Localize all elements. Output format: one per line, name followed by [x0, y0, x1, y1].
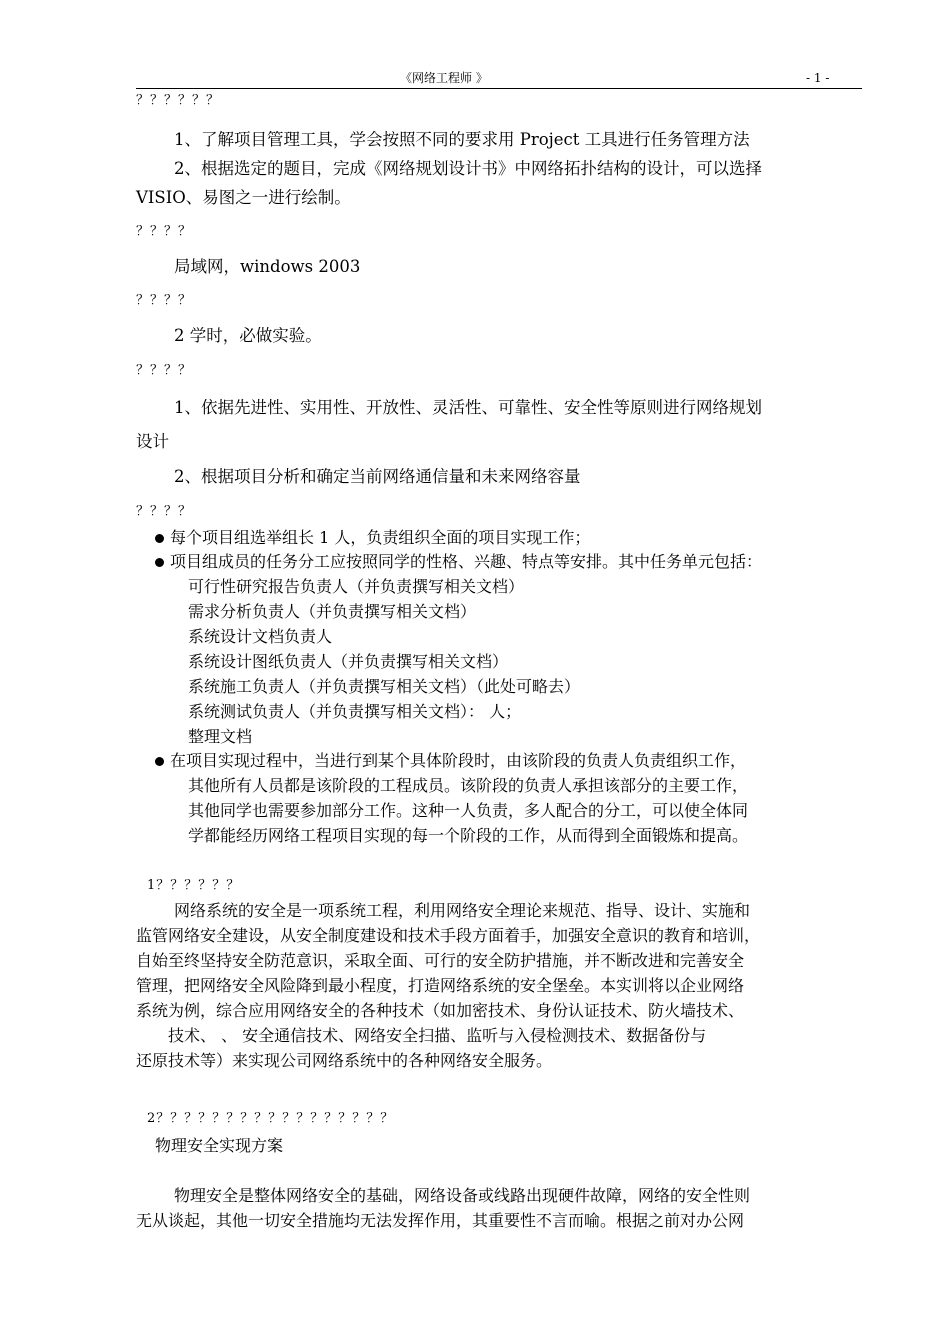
organization-heading: ？？？？: [136, 504, 193, 519]
principles-line-3: 2、根据项目分析和确定当前网络通信量和未来网络容量: [174, 467, 581, 486]
header-rule: [136, 88, 862, 89]
bullet-dot-3: [155, 757, 164, 766]
principles-line-1: 1、依据先进性、实用性、开放性、灵活性、可靠性、安全性等原则进行网络规划: [174, 398, 762, 417]
part1-line: 技术、 、 安全通信技术、网络安全扫描、监听与入侵检测技术、数据备份与: [168, 1026, 707, 1045]
environment-heading: ？？？？: [136, 224, 193, 239]
role-item: 系统设计图纸负责人（并负责撰写相关文档）: [188, 652, 509, 671]
environment-text: 局域网，windows 2003: [174, 257, 361, 276]
hours-text: 2 学时，必做实验。: [174, 326, 322, 345]
objective-line-1: 1、了解项目管理工具，学会按照不同的要求用 Project 工具进行任务管理方法: [174, 130, 750, 149]
part1-line: 自始至终坚持安全防范意识，采取全面、可行的安全防护措施，并不断改进和完善安全: [136, 951, 745, 970]
role-item: 系统设计文档负责人: [188, 627, 333, 646]
role-item: 需求分析负责人（并负责撰写相关文档）: [188, 602, 477, 621]
part1-line: 监管网络安全建设，从安全制度建设和技术手段方面着手，加强安全意识的教育和培训，: [136, 926, 761, 945]
part1-line: 系统为例，综合应用网络安全的各种技术（如加密技术、身份认证技术、防火墙技术、: [136, 1001, 745, 1020]
bullet-dot-1: [155, 534, 164, 543]
role-item: 系统施工负责人（并负责撰写相关文档）（此处可略去）: [188, 677, 581, 696]
header-page-number: - 1 -: [806, 71, 830, 85]
part2-heading: 2？？？？？？？？？？？？？？？？？: [147, 1111, 395, 1126]
part2-line: 物理安全是整体网络安全的基础，网络设备或线路出现硬件故障，网络的安全性则: [174, 1186, 751, 1205]
principles-line-2: 设计: [136, 432, 169, 451]
organization-bullet-3-line-4: 学都能经历网络工程项目实现的每一个阶段的工作，从而得到全面锻炼和提高。: [188, 826, 749, 845]
organization-bullet-3-line-2: 其他所有人员都是该阶段的工程成员。该阶段的负责人承担该部分的主要工作，: [188, 776, 749, 795]
objective-line-3: VISIO、易图之一进行绘制。: [136, 188, 351, 207]
role-item: 可行性研究报告负责人（并负责撰写相关文档）: [188, 577, 525, 596]
objective-heading: ？？？？？？: [136, 93, 221, 108]
header-title: 《网络工程师 》: [400, 71, 488, 85]
organization-bullet-2: 项目组成员的任务分工应按照同学的性格、兴趣、特点等安排。其中任务单元包括：: [170, 552, 763, 571]
part1-line: 网络系统的安全是一项系统工程，利用网络安全理论来规范、指导、设计、实施和: [174, 901, 751, 920]
objective-line-2: 2、根据选定的题目，完成《网络规划设计书》中网络拓扑结构的设计，可以选择: [174, 159, 762, 178]
part1-line: 管理，把网络安全风险降到最小程度，打造网络系统的安全堡垒。本实训将以企业网络: [136, 976, 745, 995]
organization-bullet-3-line-1: 在项目实现过程中，当进行到某个具体阶段时，由该阶段的负责人负责组织工作，: [170, 751, 747, 770]
part1-heading: 1？？？？？？: [147, 878, 241, 893]
organization-bullet-3-line-3: 其他同学也需要参加部分工作。这种一人负责，多人配合的分工，可以使全体同: [188, 801, 749, 820]
bullet-dot-2: [155, 558, 164, 567]
role-item: 整理文档: [188, 727, 253, 746]
part1-line: 还原技术等）来实现公司网络系统中的各种网络安全服务。: [136, 1051, 553, 1070]
part2-subheading: 物理安全实现方案: [155, 1136, 284, 1155]
hours-heading: ？？？？: [136, 293, 193, 308]
organization-bullet-1: 每个项目组选举组长 1 人，负责组织全面的项目实现工作；: [170, 528, 591, 547]
role-item: 系统测试负责人（并负责撰写相关文档）： 人；: [188, 702, 522, 721]
part2-line: 无从谈起，其他一切安全措施均无法发挥作用，其重要性不言而喻。根据之前对办公网: [136, 1211, 745, 1230]
principles-heading: ？？？？: [136, 363, 193, 378]
